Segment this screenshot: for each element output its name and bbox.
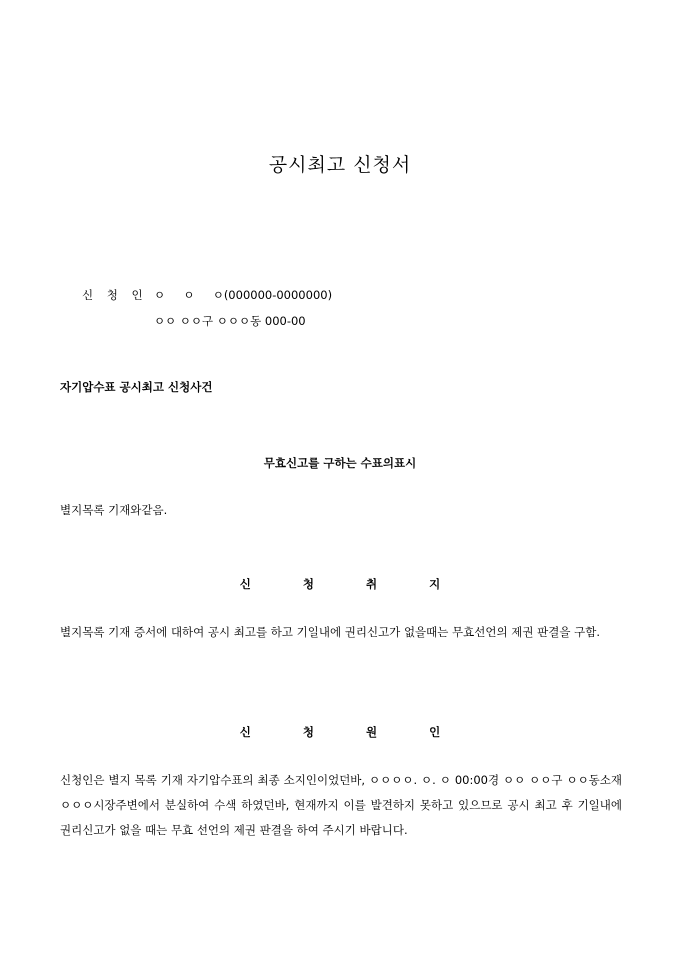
applicant-name-row [60, 256, 333, 302]
cause-heading [0, 724, 680, 740]
cause-heading-char: 청 [302, 725, 314, 739]
purpose-heading [0, 576, 680, 592]
applicant-name: ㅇ ㅇ ㅇ(000000-0000000) [153, 288, 333, 302]
purpose-body: 별지목록 기재 증서에 대하여 공시 최고를 하고 기일내에 권리신고가 없을때는 무효선언의 제권 판결을 구함. [60, 625, 600, 639]
applicant-block [60, 256, 333, 328]
subject-body: 별지목록 기재와같음. [60, 503, 168, 517]
document-title: 공시최고 신청서 [268, 154, 412, 176]
purpose-heading-char: 청 [302, 577, 314, 591]
purpose-heading-char: 지 [429, 577, 441, 591]
cause-heading-char: 인 [429, 725, 441, 739]
applicant-address: ㅇㅇ ㅇㅇ구 ㅇㅇㅇ동 000-00 [153, 314, 306, 328]
cause-heading-char: 신 [239, 725, 251, 739]
cause-body: 신청인은 별지 목록 기재 자기압수표의 최종 소지인이었던바, ㅇㅇㅇㅇ. ㅇ. ㅇ 00:00경 ㅇㅇ ㅇㅇ구 ㅇㅇ동소재 ㅇㅇㅇ시장주변에서 분실하여 수색 하였던바, 현재까지 이를 발견하지 못하고 있으므로 공시 최고 후 기일내에 권리신고가 없을 때는 무효 선언의 제권 판결을 하여 주시기 바랍니다. [60, 773, 622, 837]
purpose-heading-char: 신 [239, 577, 251, 591]
subject-heading: 무효신고를 구하는 수표의표시 [263, 456, 417, 470]
purpose-heading-char: 취 [366, 577, 378, 591]
applicant-label: 신 청 인 [81, 288, 148, 302]
cause-heading-char: 원 [366, 725, 378, 739]
case-title: 자기압수표 공시최고 신청사건 [60, 380, 213, 394]
